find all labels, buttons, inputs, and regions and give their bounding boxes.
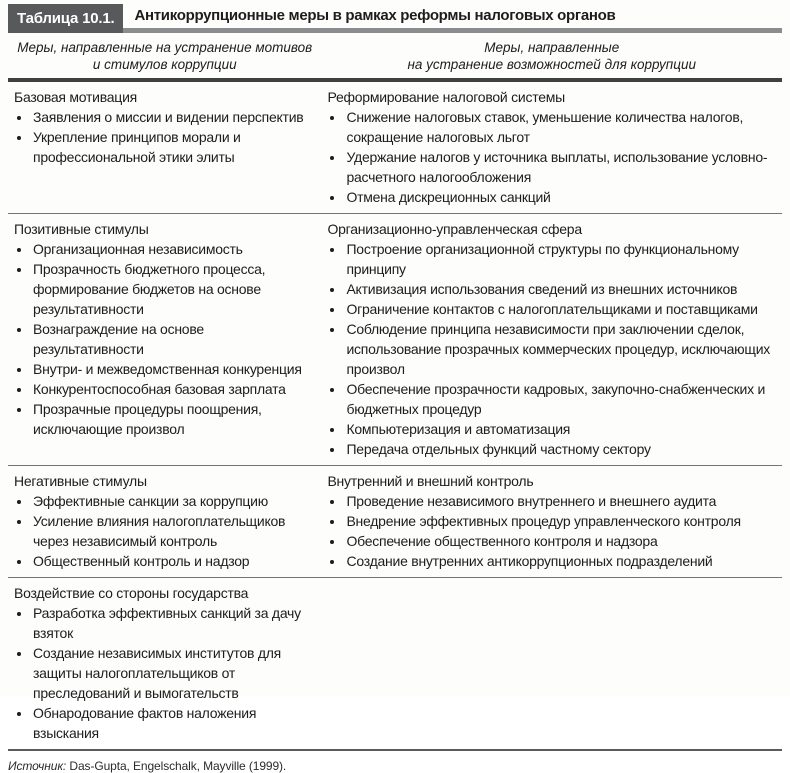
bullet-item: • Заявления о миссии и видении перспектив	[32, 107, 307, 127]
cell-tax-system-reform	[321, 87, 782, 207]
bullet-list	[8, 107, 307, 167]
bullet-item: • Эффективные санкции за коррупцию	[32, 491, 307, 511]
table-header	[8, 4, 782, 33]
bullet-list	[321, 239, 780, 459]
bullet-item: • Построение организационной структуры по функциональному принципу	[345, 239, 780, 279]
cell-organizational-sphere	[321, 219, 782, 459]
source-note	[8, 751, 782, 773]
bullet-list	[8, 239, 307, 439]
bullet-item: • Конкурентоспособная базовая зарплата	[32, 379, 307, 399]
table-row-motivation	[8, 82, 782, 214]
table-number-label: Таблица 10.1.	[8, 4, 123, 33]
table-title: Антикоррупционные меры в рамках реформы налоговых органов	[134, 6, 616, 24]
cell-negative-incentives	[8, 471, 321, 571]
bullet-item: • Ограничение контактов с налогоплательщиками и поставщиками	[345, 299, 780, 319]
column-header-left	[8, 39, 321, 73]
bullet-list	[321, 491, 780, 571]
cell-basic-motivation	[8, 87, 321, 207]
bullet-item: • Укрепление принципов морали и профессиональной этики элиты	[32, 127, 307, 167]
cell-internal-external-control	[321, 471, 782, 571]
bullet-item: • Снижение налоговых ставок, уменьшение количества налогов, сокращение налоговых льгот	[345, 107, 780, 147]
cell-empty	[321, 583, 782, 743]
bullet-item: • Вознаграждение на основе результативности	[32, 319, 307, 359]
table-row-state-influence	[8, 578, 782, 749]
source-text: Das-Gupta, Engelschalk, Mayville (1999).	[66, 759, 287, 773]
bullet-list	[8, 603, 307, 743]
bullet-item: • Организационная независимость	[32, 239, 307, 259]
column-header-right-line: на устранение возможностей для коррупции	[407, 57, 696, 72]
column-header-left-line: и стимулов коррупции	[92, 57, 237, 72]
table-title-band	[123, 4, 782, 33]
bullet-item: • Внутри- и межведомственная конкуренция	[32, 359, 307, 379]
bullet-item: • Прозрачные процедуры поощрения, исключающие произвол	[32, 399, 307, 439]
bullet-item: • Прозрачность бюджетного процесса, формирование бюджетов на основе результативности	[32, 259, 307, 319]
table-body	[8, 82, 782, 749]
bullet-item: • Усиление влияния налогоплательщиков через независимый контроль	[32, 511, 307, 551]
cell-heading: Базовая мотивация	[14, 89, 137, 105]
cell-heading: Воздействие со стороны государства	[14, 585, 249, 601]
cell-heading: Позитивные стимулы	[14, 221, 149, 237]
cell-heading: Внутренний и внешний контроль	[327, 473, 534, 489]
bullet-item: • Разработка эффективных санкций за дачу взяток	[32, 603, 307, 643]
bullet-item: • Соблюдение принципа независимости при заключении сделок, использование прозрачных коммерческих процедур, исключающих произвол	[345, 319, 780, 379]
column-header-right-line: Меры, направленные	[484, 40, 620, 55]
bullet-item: • Проведение независимого внутреннего и внешнего аудита	[345, 491, 780, 511]
cell-heading: Организационно-управленческая сфера	[327, 221, 582, 237]
cell-heading: Реформирование налоговой системы	[327, 89, 565, 105]
column-headers	[8, 33, 782, 78]
bullet-item: • Передача отдельных функций частному сектору	[345, 439, 780, 459]
table-row-negative-incentives	[8, 466, 782, 578]
table-row-positive-incentives	[8, 214, 782, 466]
bullet-item: • Обнародование фактов наложения взыскания	[32, 703, 307, 743]
source-label: Источник:	[8, 759, 67, 773]
bullet-item: • Компьютеризация и автоматизация	[345, 419, 780, 439]
bullet-list	[321, 107, 780, 207]
bullet-item: • Отмена дискреционных санкций	[345, 187, 780, 207]
column-header-right	[321, 39, 782, 73]
cell-heading: Негативные стимулы	[14, 473, 147, 489]
cell-positive-incentives	[8, 219, 321, 459]
column-header-left-line: Меры, направленные на устранение мотивов	[17, 40, 313, 55]
bullet-item: • Создание внутренних антикоррупционных подразделений	[345, 551, 780, 571]
bullet-item: • Внедрение эффективных процедур управленческого контроля	[345, 511, 780, 531]
bullet-item: • Создание независимых институтов для защиты налогоплательщиков от преследований и вымогательств	[32, 643, 307, 703]
bullet-item: • Общественный контроль и надзор	[32, 551, 307, 571]
cell-state-influence	[8, 583, 321, 743]
bullet-item: • Обеспечение прозрачности кадровых, закупочно-снабженческих и бюджетных процедур	[345, 379, 780, 419]
bullet-list	[8, 491, 307, 571]
bullet-item: • Активизация использования сведений из внешних источников	[345, 279, 780, 299]
bullet-item: • Обеспечение общественного контроля и надзора	[345, 531, 780, 551]
bullet-item: • Удержание налогов у источника выплаты, использование условно-расчетного налогообложения	[345, 147, 780, 187]
